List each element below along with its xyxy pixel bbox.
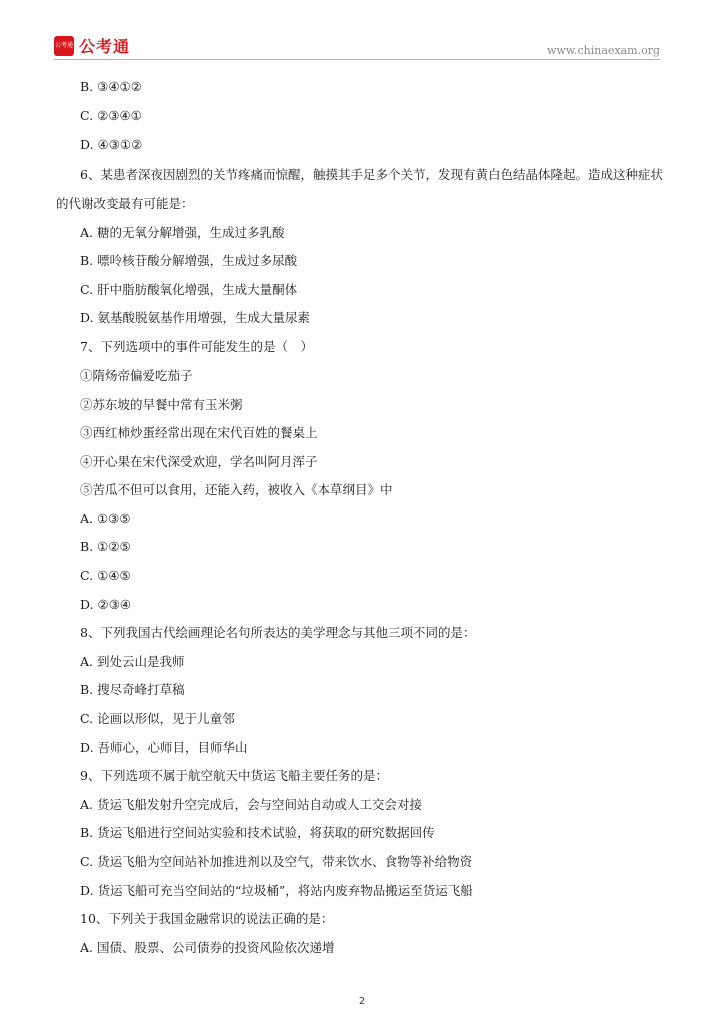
- option-a: A. ①③⑤: [80, 511, 131, 526]
- option-b: B. 嘌呤核苷酸分解增强，生成过多尿酸: [80, 253, 298, 268]
- option-c: C. 货运飞船为空间站补加推进剂以及空气，带来饮水、食物等补给物资: [80, 854, 473, 869]
- question-9: 9、下列选项不属于航空航天中货运飞船主要任务的是：: [80, 768, 388, 783]
- question-8: 8、下列我国古代绘画理论名句所表达的美学理念与其他三项不同的是：: [80, 625, 476, 640]
- header-divider: [54, 59, 660, 60]
- option-b: B. 货运飞船进行空间站实验和技术试验，将获取的研究数据回传: [80, 825, 435, 840]
- question-6: 6、某患者深夜因剧烈的关节疼痛而惊醒，触摸其手足多个关节，发现有黄白色结晶体隆起。造成这种症状: [80, 167, 663, 182]
- option-d: D. ④③①②: [80, 137, 143, 152]
- option-c: C. 论画以形似，见于儿童邻: [80, 711, 235, 726]
- option-c: C. 肝中脂肪酸氧化增强，生成大量酮体: [80, 282, 298, 297]
- logo-badge-icon: 公考通: [54, 36, 74, 56]
- page-header: [0, 0, 724, 60]
- option-b: B. ③④①②: [80, 79, 142, 94]
- option-d: D. 货运飞船可充当空间站的“垃圾桶”，将站内废弃物品搬运至货运飞船: [80, 883, 473, 898]
- option-a: A. 国债、股票、公司债券的投资风险依次递增: [80, 940, 335, 955]
- option-d: D. 氨基酸脱氨基作用增强，生成大量尿素: [80, 310, 311, 325]
- logo: [54, 34, 130, 57]
- option-a: A. 货运飞船发射升空完成后，会与空间站自动或人工交会对接: [80, 797, 422, 812]
- statement-4: ④开心果在宋代深受欢迎，学名叫阿月浑子: [80, 454, 318, 469]
- option-a: A. 糖的无氧分解增强，生成过多乳酸: [80, 225, 285, 240]
- question-7: 7、下列选项中的事件可能发生的是（ ）: [80, 339, 313, 354]
- option-d: D. 吾师心，心师目，目师华山: [80, 740, 248, 755]
- page-number: 2: [358, 996, 366, 1007]
- option-b: B. ①②⑤: [80, 539, 131, 554]
- option-a: A. 到处云山是我师: [80, 654, 185, 669]
- question-6-cont: 的代谢改变最有可能是：: [56, 196, 194, 211]
- logo-text: 公考通: [79, 37, 131, 56]
- question-10: 10、下列关于我国金融常识的说法正确的是：: [80, 911, 334, 926]
- option-c: C. ②③④①: [80, 108, 142, 123]
- statement-2: ②苏东坡的早餐中常有玉米粥: [80, 397, 243, 412]
- statement-1: ①隋炀帝偏爱吃茄子: [80, 368, 193, 383]
- site-url: www.chinaexam.org: [547, 44, 660, 57]
- option-b: B. 搜尽奇峰打草稿: [80, 682, 185, 697]
- statement-3: ③西红柿炒蛋经常出现在宋代百姓的餐桌上: [80, 425, 318, 440]
- option-d: D. ②③④: [80, 597, 132, 612]
- statement-5: ⑤苦瓜不但可以食用，还能入药，被收入《本草纲目》中: [80, 482, 393, 497]
- option-c: C. ①④⑤: [80, 568, 131, 583]
